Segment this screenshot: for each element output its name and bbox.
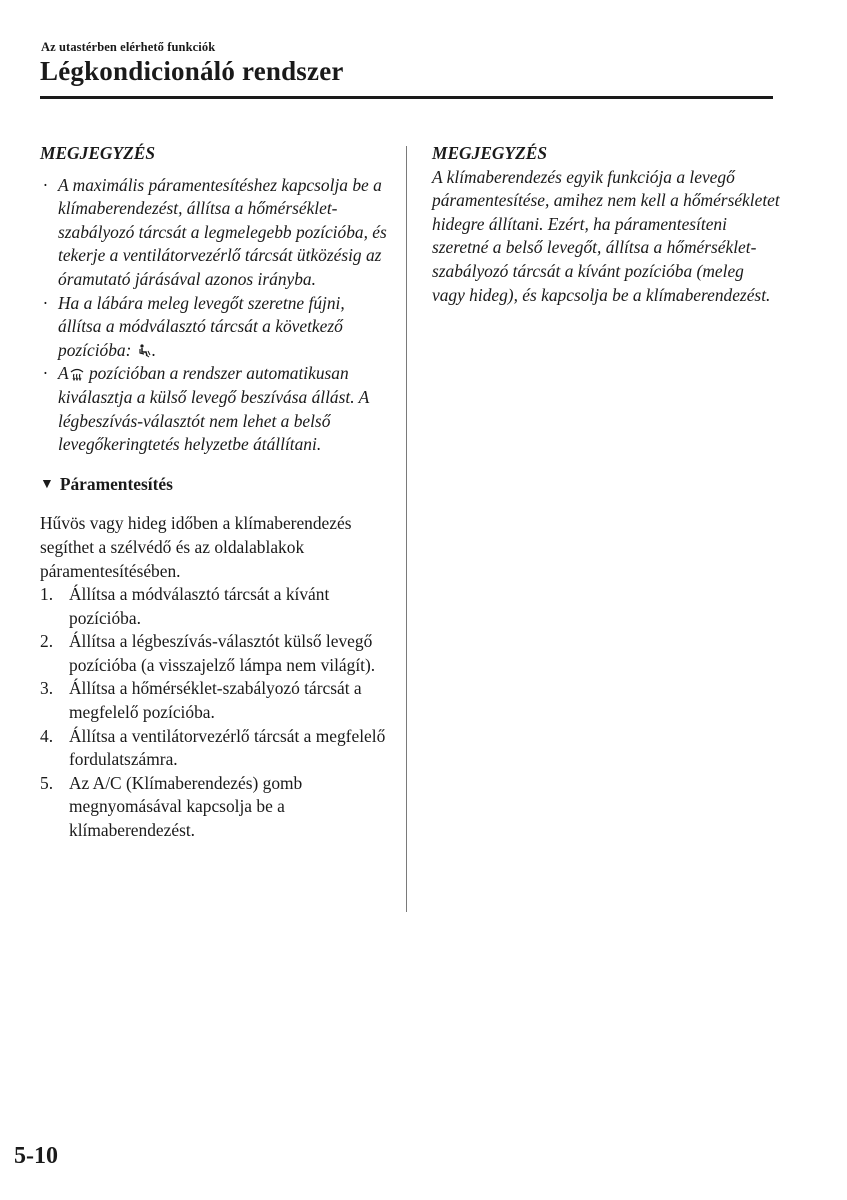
note-item-text: Ha a lábára meleg levegőt szeretne fújni, állítsa a módválasztó tárcsát a következő pozícióba: <box>58 292 345 360</box>
step-list <box>40 583 392 843</box>
section-heading <box>40 473 392 497</box>
note-item <box>40 292 392 363</box>
page-title: Légkondicionáló rendszer <box>40 56 344 86</box>
step-item <box>40 725 392 772</box>
bullet-icon: · <box>43 363 48 384</box>
triangle-icon: ▼ <box>40 476 54 492</box>
note-heading: MEGJEGYZÉS <box>432 143 547 163</box>
right-column <box>432 142 780 307</box>
note-item-text: A maximális páramentesítéshez kapcsolja be a klímaberendezést, állítsa a hőmérséklet-szabályozó tárcsát a legmelegebb pozícióba, és tekerje a ventilátorvezérlő tárcsát ütközésig az óramutató járásával azonos irányba. <box>58 174 387 289</box>
floor-vent-mode-icon <box>137 343 151 358</box>
section-heading-text: Páramentesítés <box>59 473 173 494</box>
intro-paragraph: Hűvös vagy hideg időben a klímaberendezés segíthet a szélvédő és az oldalablakok páramentesítésében. <box>40 513 352 581</box>
note-paragraph: A klímaberendezés egyik funkciója a levegő páramentesítése, amihez nem kell a hőmérsékletet hidegre állítani. Ezért, ha páramentesíteni szeretné a belső levegőt, állítsa a hőmérséklet-szabályozó tárcsát a kívánt pozícióba (meleg vagy hideg), és kapcsolja be a klímaberendezést. <box>432 166 780 305</box>
breadcrumb: Az utastérben elérhető funkciók <box>41 40 216 54</box>
note-heading: MEGJEGYZÉS <box>40 143 155 163</box>
defrost-mode-icon <box>70 366 84 381</box>
note-item-text: A <box>58 363 69 384</box>
note-item <box>40 362 392 456</box>
step-number: 4. <box>40 725 54 746</box>
title-rule <box>40 96 773 99</box>
step-text: Az A/C (Klímaberendezés) gomb megnyomásával kapcsolja be a klímaberendezést. <box>69 772 303 841</box>
step-number: 2. <box>40 631 54 652</box>
step-text: Állítsa a módválasztó tárcsát a kívánt pozícióba. <box>69 584 330 628</box>
note-item-text-end: pozícióban a rendszer automatikusan kiválasztja a külső levegő beszívása állást. A légbeszívás-választót nem lehet a belső levegőkeringtetés helyzetbe átállítani. <box>58 363 369 455</box>
step-item <box>40 677 392 724</box>
bullet-icon: · <box>43 174 48 195</box>
left-column <box>40 142 392 843</box>
step-number: 5. <box>40 772 54 793</box>
note-item <box>40 174 392 292</box>
step-item <box>40 583 392 630</box>
bullet-icon: · <box>43 292 48 313</box>
page-number: 5-10 <box>14 1143 58 1169</box>
column-divider <box>406 146 407 912</box>
note-item-text-end: . <box>151 339 157 360</box>
step-item <box>40 630 392 677</box>
step-text: Állítsa a ventilátorvezérlő tárcsát a megfelelő fordulatszámra. <box>69 725 386 770</box>
note-list <box>40 174 392 457</box>
step-text: Állítsa a hőmérséklet-szabályozó tárcsát a megfelelő pozícióba. <box>69 678 362 723</box>
step-item <box>40 772 392 843</box>
step-number: 3. <box>40 678 54 699</box>
step-text: Állítsa a légbeszívás-választót külső levegő pozícióba (a visszajelző lámpa nem világít). <box>69 631 376 675</box>
step-number: 1. <box>40 584 54 605</box>
